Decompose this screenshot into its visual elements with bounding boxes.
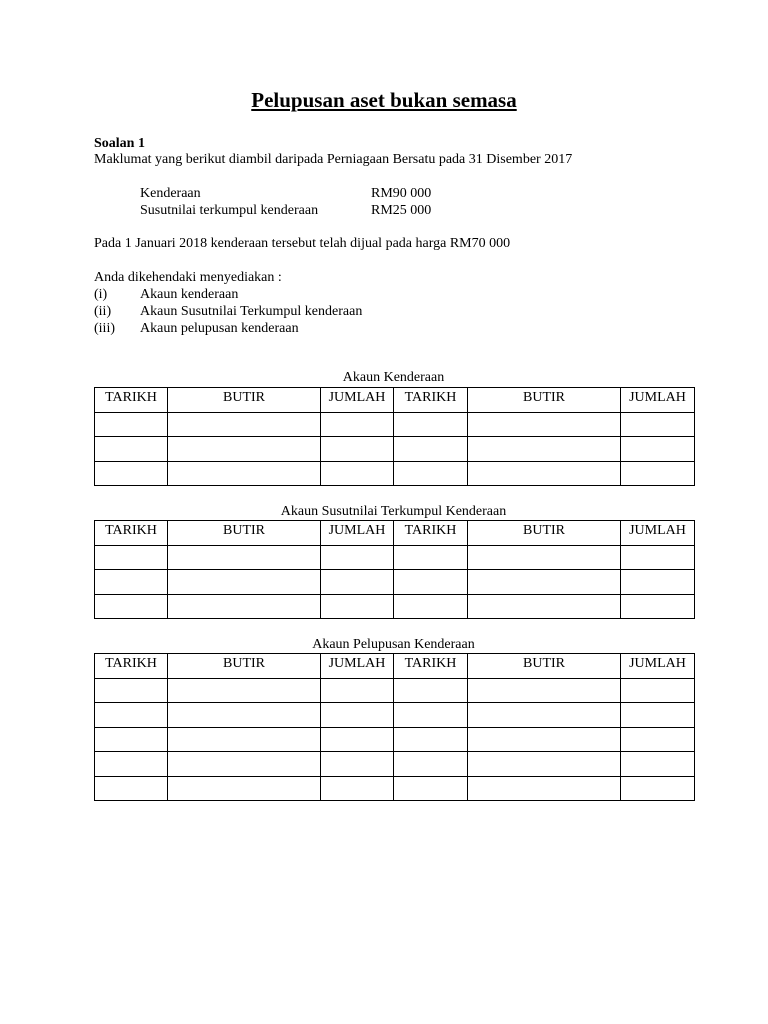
column-header-tarikh: TARIKH bbox=[394, 388, 468, 413]
ledger-cell bbox=[168, 570, 321, 595]
task-num: (iii) bbox=[94, 321, 115, 336]
ledger-cell bbox=[95, 570, 168, 595]
account-title-pelupusan: Akaun Pelupusan Kenderaan bbox=[312, 637, 475, 652]
ledger-cell bbox=[321, 776, 394, 801]
column-header-jumlah: JUMLAH bbox=[321, 388, 394, 413]
ledger-header-row bbox=[95, 388, 695, 413]
ledger-cell bbox=[394, 776, 468, 801]
ledger-cell bbox=[321, 594, 394, 619]
ledger-cell bbox=[95, 545, 168, 570]
ledger-cell bbox=[95, 678, 168, 703]
task-text: Akaun Susutnilai Terkumpul kenderaan bbox=[140, 304, 363, 319]
column-header-tarikh: TARIKH bbox=[95, 521, 168, 546]
ledger-cell bbox=[95, 727, 168, 752]
ledger-cell bbox=[621, 545, 695, 570]
ledger-cell bbox=[621, 412, 695, 437]
ledger-cell bbox=[621, 678, 695, 703]
ledger-cell bbox=[394, 594, 468, 619]
table-row bbox=[95, 545, 695, 570]
ledger-cell bbox=[621, 776, 695, 801]
ledger-cell bbox=[321, 461, 394, 486]
ledger-header-row bbox=[95, 521, 695, 546]
ledger-cell bbox=[394, 703, 468, 728]
column-header-jumlah: JUMLAH bbox=[621, 388, 695, 413]
column-header-tarikh: TARIKH bbox=[394, 654, 468, 679]
ledger-cell bbox=[468, 594, 621, 619]
ledger-cell bbox=[621, 570, 695, 595]
column-header-butir: BUTIR bbox=[168, 388, 321, 413]
ledger-cell bbox=[95, 437, 168, 462]
column-header-tarikh: TARIKH bbox=[95, 654, 168, 679]
table-row bbox=[95, 437, 695, 462]
table-row bbox=[95, 776, 695, 801]
column-header-tarikh: TARIKH bbox=[95, 388, 168, 413]
ledger-cell bbox=[95, 752, 168, 777]
table-row bbox=[95, 703, 695, 728]
question-intro: Maklumat yang berikut diambil daripada Perniagaan Bersatu pada 31 Disember 2017 bbox=[94, 152, 573, 167]
ledger-cell bbox=[95, 703, 168, 728]
ledger-cell bbox=[321, 545, 394, 570]
column-header-tarikh: TARIKH bbox=[394, 521, 468, 546]
ledger-cell bbox=[394, 545, 468, 570]
ledger-cell bbox=[621, 594, 695, 619]
column-header-jumlah: JUMLAH bbox=[321, 521, 394, 546]
ledger-cell bbox=[321, 412, 394, 437]
task-num: (ii) bbox=[94, 304, 112, 319]
ledger-cell bbox=[468, 412, 621, 437]
ledger-cell bbox=[394, 570, 468, 595]
ledger-cell bbox=[168, 776, 321, 801]
ledger-cell bbox=[394, 727, 468, 752]
column-header-jumlah: JUMLAH bbox=[621, 521, 695, 546]
table-row bbox=[95, 752, 695, 777]
table-row bbox=[95, 461, 695, 486]
column-header-butir: BUTIR bbox=[468, 388, 621, 413]
ledger-table-pelupusan bbox=[94, 653, 695, 801]
ledger-cell bbox=[95, 594, 168, 619]
ledger-cell bbox=[168, 752, 321, 777]
ledger-cell bbox=[168, 437, 321, 462]
sale-note: Pada 1 Januari 2018 kenderaan tersebut telah dijual pada harga RM70 000 bbox=[94, 236, 511, 251]
ledger-cell bbox=[468, 437, 621, 462]
ledger-cell bbox=[95, 461, 168, 486]
ledger-table-kenderaan bbox=[94, 387, 695, 486]
ledger-cell bbox=[621, 703, 695, 728]
column-header-jumlah: JUMLAH bbox=[621, 654, 695, 679]
ledger-cell bbox=[468, 461, 621, 486]
ledger-table-susutnilai bbox=[94, 520, 695, 619]
ledger-cell bbox=[468, 678, 621, 703]
column-header-butir: BUTIR bbox=[168, 521, 321, 546]
column-header-jumlah: JUMLAH bbox=[321, 654, 394, 679]
item-value-susutnilai: RM25 000 bbox=[371, 203, 432, 218]
column-header-butir: BUTIR bbox=[168, 654, 321, 679]
ledger-cell bbox=[394, 437, 468, 462]
column-header-butir: BUTIR bbox=[468, 521, 621, 546]
ledger-cell bbox=[394, 752, 468, 777]
ledger-cell bbox=[168, 461, 321, 486]
table-row bbox=[95, 594, 695, 619]
item-label-kenderaan: Kenderaan bbox=[140, 186, 201, 201]
ledger-cell bbox=[394, 412, 468, 437]
ledger-cell bbox=[468, 703, 621, 728]
item-label-susutnilai: Susutnilai terkumpul kenderaan bbox=[140, 203, 319, 218]
task-text: Akaun pelupusan kenderaan bbox=[140, 321, 299, 336]
ledger-cell bbox=[321, 752, 394, 777]
ledger-cell bbox=[168, 594, 321, 619]
ledger-cell bbox=[321, 703, 394, 728]
ledger-cell bbox=[321, 570, 394, 595]
page-title: Pelupusan aset bukan semasa bbox=[251, 88, 517, 112]
ledger-cell bbox=[468, 776, 621, 801]
ledger-cell bbox=[168, 727, 321, 752]
account-title-kenderaan: Akaun Kenderaan bbox=[342, 370, 445, 385]
ledger-cell bbox=[321, 678, 394, 703]
ledger-cell bbox=[468, 570, 621, 595]
ledger-cell bbox=[168, 412, 321, 437]
ledger-header-row bbox=[95, 654, 695, 679]
ledger-cell bbox=[621, 752, 695, 777]
task-intro: Anda dikehendaki menyediakan : bbox=[94, 270, 282, 285]
ledger-cell bbox=[394, 461, 468, 486]
ledger-cell bbox=[394, 678, 468, 703]
task-num: (i) bbox=[94, 287, 108, 302]
task-text: Akaun kenderaan bbox=[140, 287, 239, 302]
ledger-cell bbox=[168, 678, 321, 703]
table-row bbox=[95, 727, 695, 752]
ledger-cell bbox=[621, 461, 695, 486]
ledger-cell bbox=[168, 703, 321, 728]
ledger-cell bbox=[168, 545, 321, 570]
account-title-susutnilai: Akaun Susutnilai Terkumpul Kenderaan bbox=[280, 504, 507, 519]
ledger-cell bbox=[468, 752, 621, 777]
ledger-cell bbox=[468, 727, 621, 752]
ledger-cell bbox=[95, 776, 168, 801]
ledger-cell bbox=[95, 412, 168, 437]
table-row bbox=[95, 570, 695, 595]
ledger-cell bbox=[621, 437, 695, 462]
ledger-cell bbox=[321, 727, 394, 752]
column-header-butir: BUTIR bbox=[468, 654, 621, 679]
ledger-cell bbox=[621, 727, 695, 752]
question-heading: Soalan 1 bbox=[94, 136, 145, 151]
ledger-cell bbox=[321, 437, 394, 462]
table-row bbox=[95, 678, 695, 703]
ledger-cell bbox=[468, 545, 621, 570]
item-value-kenderaan: RM90 000 bbox=[371, 186, 432, 201]
table-row bbox=[95, 412, 695, 437]
